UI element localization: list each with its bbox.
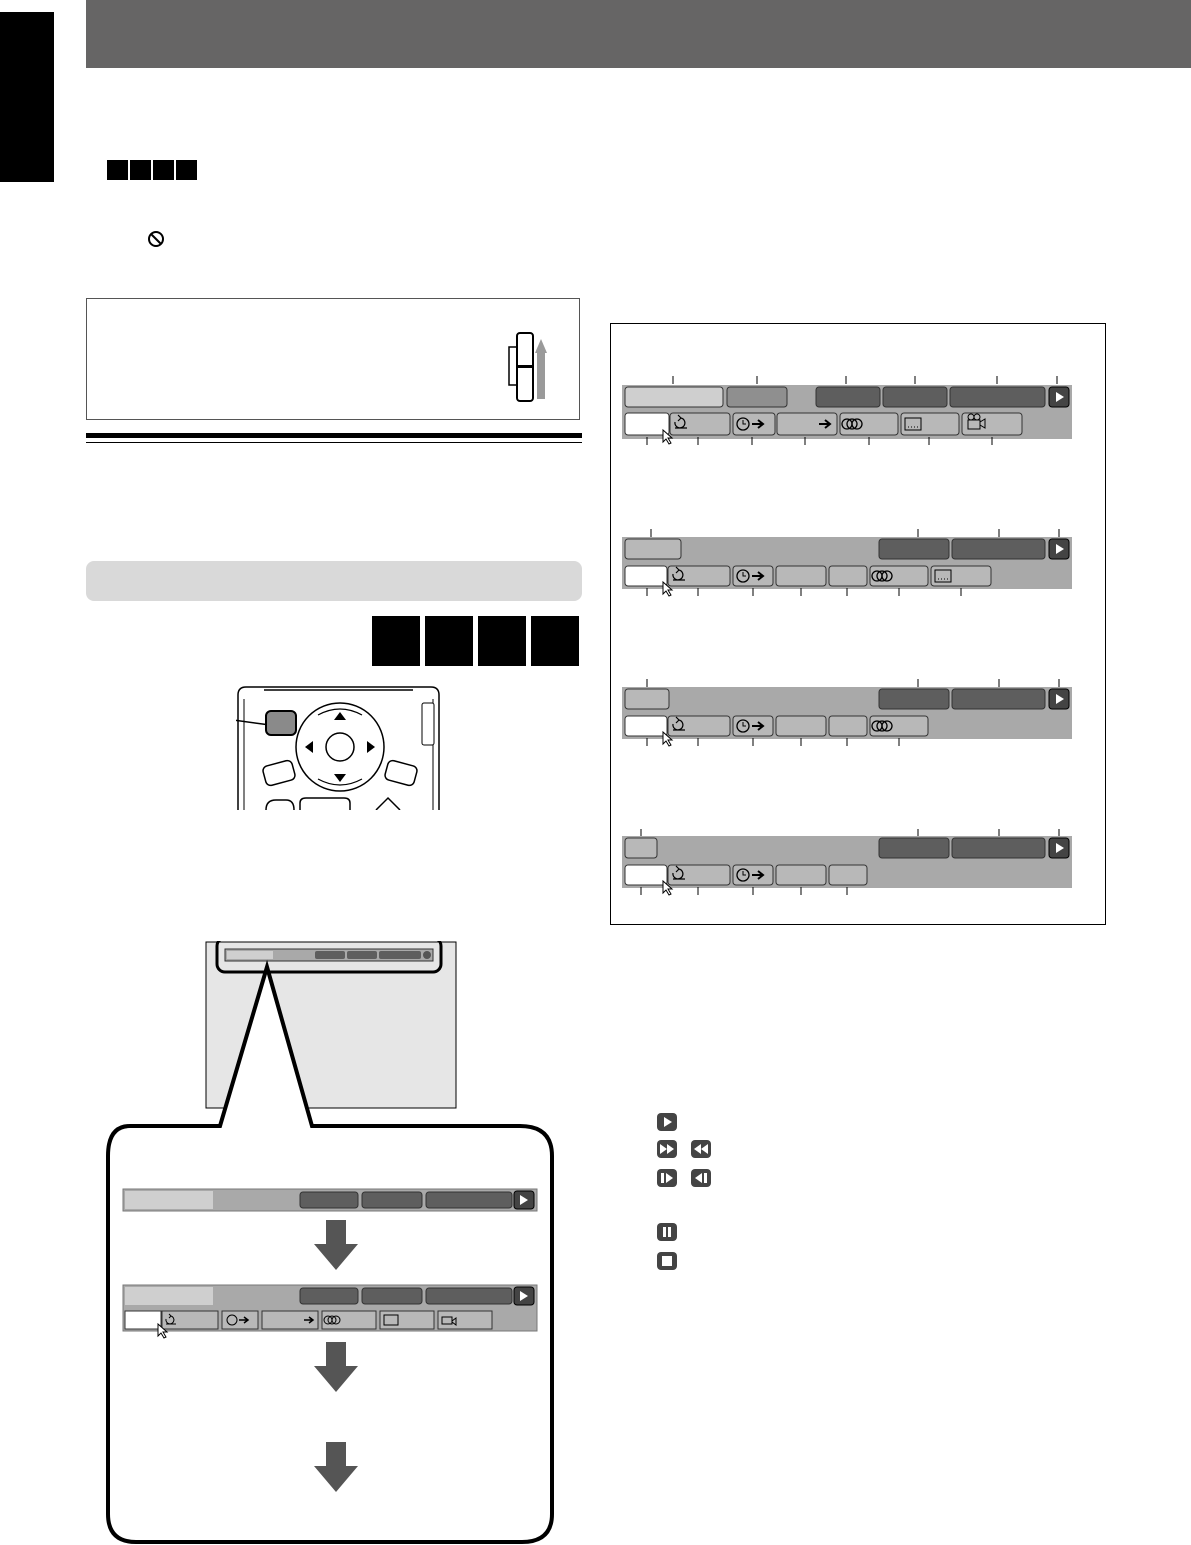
disc-mark <box>107 160 128 180</box>
note-box <box>86 298 580 420</box>
mode-switch-icon <box>499 329 547 405</box>
fast-forward-icon <box>656 1139 678 1159</box>
fast-reverse-icon <box>690 1139 712 1159</box>
slow-reverse-icon <box>690 1168 712 1188</box>
disc-tile <box>478 616 526 666</box>
remote-control-illustration <box>236 685 441 810</box>
stop-icon <box>656 1251 678 1271</box>
play-icon <box>656 1112 678 1132</box>
menu-button <box>266 711 296 735</box>
section-rule-thin <box>86 442 582 443</box>
pause-icon <box>656 1222 678 1242</box>
disc-tile <box>372 616 420 666</box>
page-header-band <box>86 0 1191 68</box>
section-side-tab <box>0 12 54 182</box>
disc-tile <box>425 616 473 666</box>
prohibited-icon <box>147 230 165 248</box>
section-rule <box>86 433 582 438</box>
menu-flow-callout <box>100 930 560 1545</box>
menu-bar-diagram-4 <box>622 829 1072 895</box>
menu-bar-reference-panel <box>610 323 1106 925</box>
slow-forward-icon <box>656 1168 678 1188</box>
disc-mark <box>130 160 151 180</box>
menu-bar-diagram-3 <box>622 679 1072 746</box>
disc-mark <box>153 160 174 180</box>
step-heading-band <box>86 561 582 601</box>
menu-bar-diagrams <box>611 324 1107 926</box>
disc-tile <box>531 616 579 666</box>
menu-bar-diagram-2 <box>622 529 1072 596</box>
menu-bar-diagram-1 <box>622 376 1072 445</box>
disc-mark <box>176 160 197 180</box>
